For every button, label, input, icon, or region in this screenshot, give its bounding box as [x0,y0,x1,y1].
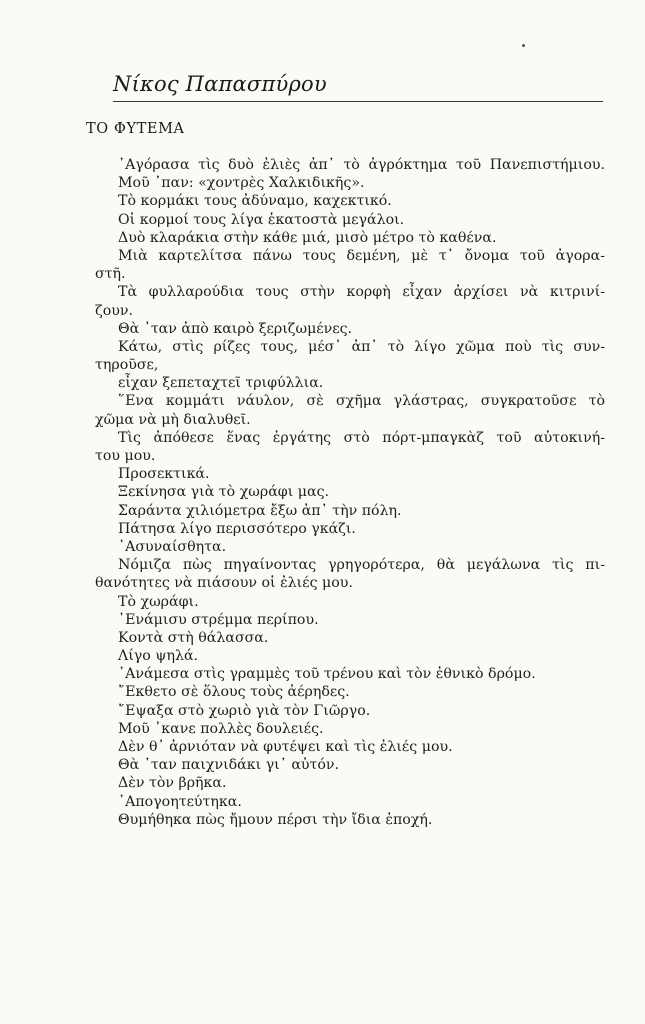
poem-line: Θὰ ᾿ταν παιχνιδάκι γι᾿ αὐτόν. [118,757,340,774]
poem-line: εἶχαν ξεπεταχτεῖ τριφύλλια. [118,375,324,392]
poem-line: Δὲν τὸν βρῆκα. [118,775,227,792]
poem-line: στῆ. [95,266,126,283]
poem-body [95,156,605,829]
poem-line: ᾿Ανάμεσα στὶς γραμμὲς τοῦ τρένου καὶ τὸν ἐθνικὸ δρόμο. [118,666,536,683]
poem-line: θανότητες νὰ πιάσουν οἱ ἐλιές μου. [95,575,353,592]
poem-line: Μοῦ ᾿παν: «χοντρὲς Χαλκιδικῆς». [118,175,365,192]
poem-line: Νόμιζα πὼς πηγαίνοντας γρηγορότερα, θὰ μεγάλωνα τὶς πι- [118,557,605,574]
poem-line: Τὸ κορμάκι τους ἀδύναμο, καχεκτικό. [118,193,392,210]
poem-line: Προσεκτικά. [118,466,210,483]
poem-line: Μοῦ ᾿κανε πολλὲς δουλειές. [118,720,324,737]
poem-line: Δυὸ κλαράκια στὴν κάθε μιά, μισὸ μέτρο τὸ καθένα. [118,229,497,246]
poem-line: Μιὰ καρτελίτσα πάνω τους δεμένη, μὲ τ᾿ ὄνομα τοῦ ἀγορα- [118,247,605,264]
header-rule [113,101,603,102]
poem-line: ῞Ενα κομμάτι νάυλον, σὲ σχῆμα γλάστρας, συγκρατοῦσε τὸ [118,393,605,410]
poem-line: Τὰ φυλλαρούδια τους στὴν κορφὴ εἶχαν ἀρχίσει νὰ κιτρινί- [118,284,605,301]
poem-line: του μου. [95,448,156,464]
poem-line: Τὶς ἀπόθεσε ἕνας ἐργάτης στὸ πόρτ-μπαγκὰζ τοῦ αὐτοκινή- [118,429,605,446]
poem-line: Κοντὰ στὴ θάλασσα. [118,629,269,646]
ink-speck [522,44,525,47]
poem-line: Οἱ κορμοί τους λίγα ἑκατοστὰ μεγάλοι. [118,211,405,228]
poem-line: ῾Ενάμισυ στρέμμα περίπου. [118,611,319,628]
poem-line: ῎Εκθετο σὲ ὅλους τοὺς ἀέρηδες. [118,684,350,701]
poem-line: χῶμα νὰ μὴ διαλυθεῖ. [95,411,251,428]
poem-line: Πάτησα λίγο περισσότερο γκάζι. [118,520,356,537]
poem-line: Σαράντα χιλιόμετρα ἔξω ἀπ᾿ τὴν πόλη. [118,502,402,519]
poem-line: Κάτω, στὶς ρίζες τους, μέσ᾿ ἀπ᾿ τὸ λίγο χῶμα ποὺ τὶς συν- [118,338,605,355]
poem-line: Τὸ χωράφι. [118,593,199,610]
poem-line: ζουν. [95,302,133,319]
poem-line: Δὲν θ᾿ ἀρνιόταν νὰ φυτέψει καὶ τὶς ἐλιές μου. [118,739,453,755]
poem-line: ᾿Ασυναίσθητα. [118,538,227,555]
poem-line: τηροῦσε, [95,357,159,374]
running-head-author: Νίκος Παπασπύρου [113,72,327,96]
poem-line: ῎Εψαξα στὸ χωριὸ γιὰ τὸν Γιῶργο. [118,702,371,719]
poem-title: ΤΟ ΦΥΤΕΜΑ [86,121,185,137]
poem-line: Θυμήθηκα πὼς ἤμουν πέρσι τὴν ἴδια ἐποχή. [118,811,433,828]
poem-line: ᾿Αγόρασα τὶς δυὸ ἐλιὲς ἀπ᾿ τὸ ἀγρόκτημα τοῦ Πανεπιστήμιου. [118,157,605,173]
poem-line: ᾿Απογοητεύτηκα. [118,793,242,810]
poem-line: Λίγο ψηλά. [118,648,199,665]
poem-line: Ξεκίνησα γιὰ τὸ χωράφι μας. [118,484,330,501]
poem-line: Θὰ ᾿ταν ἀπὸ καιρὸ ξεριζωμένες. [118,320,353,337]
